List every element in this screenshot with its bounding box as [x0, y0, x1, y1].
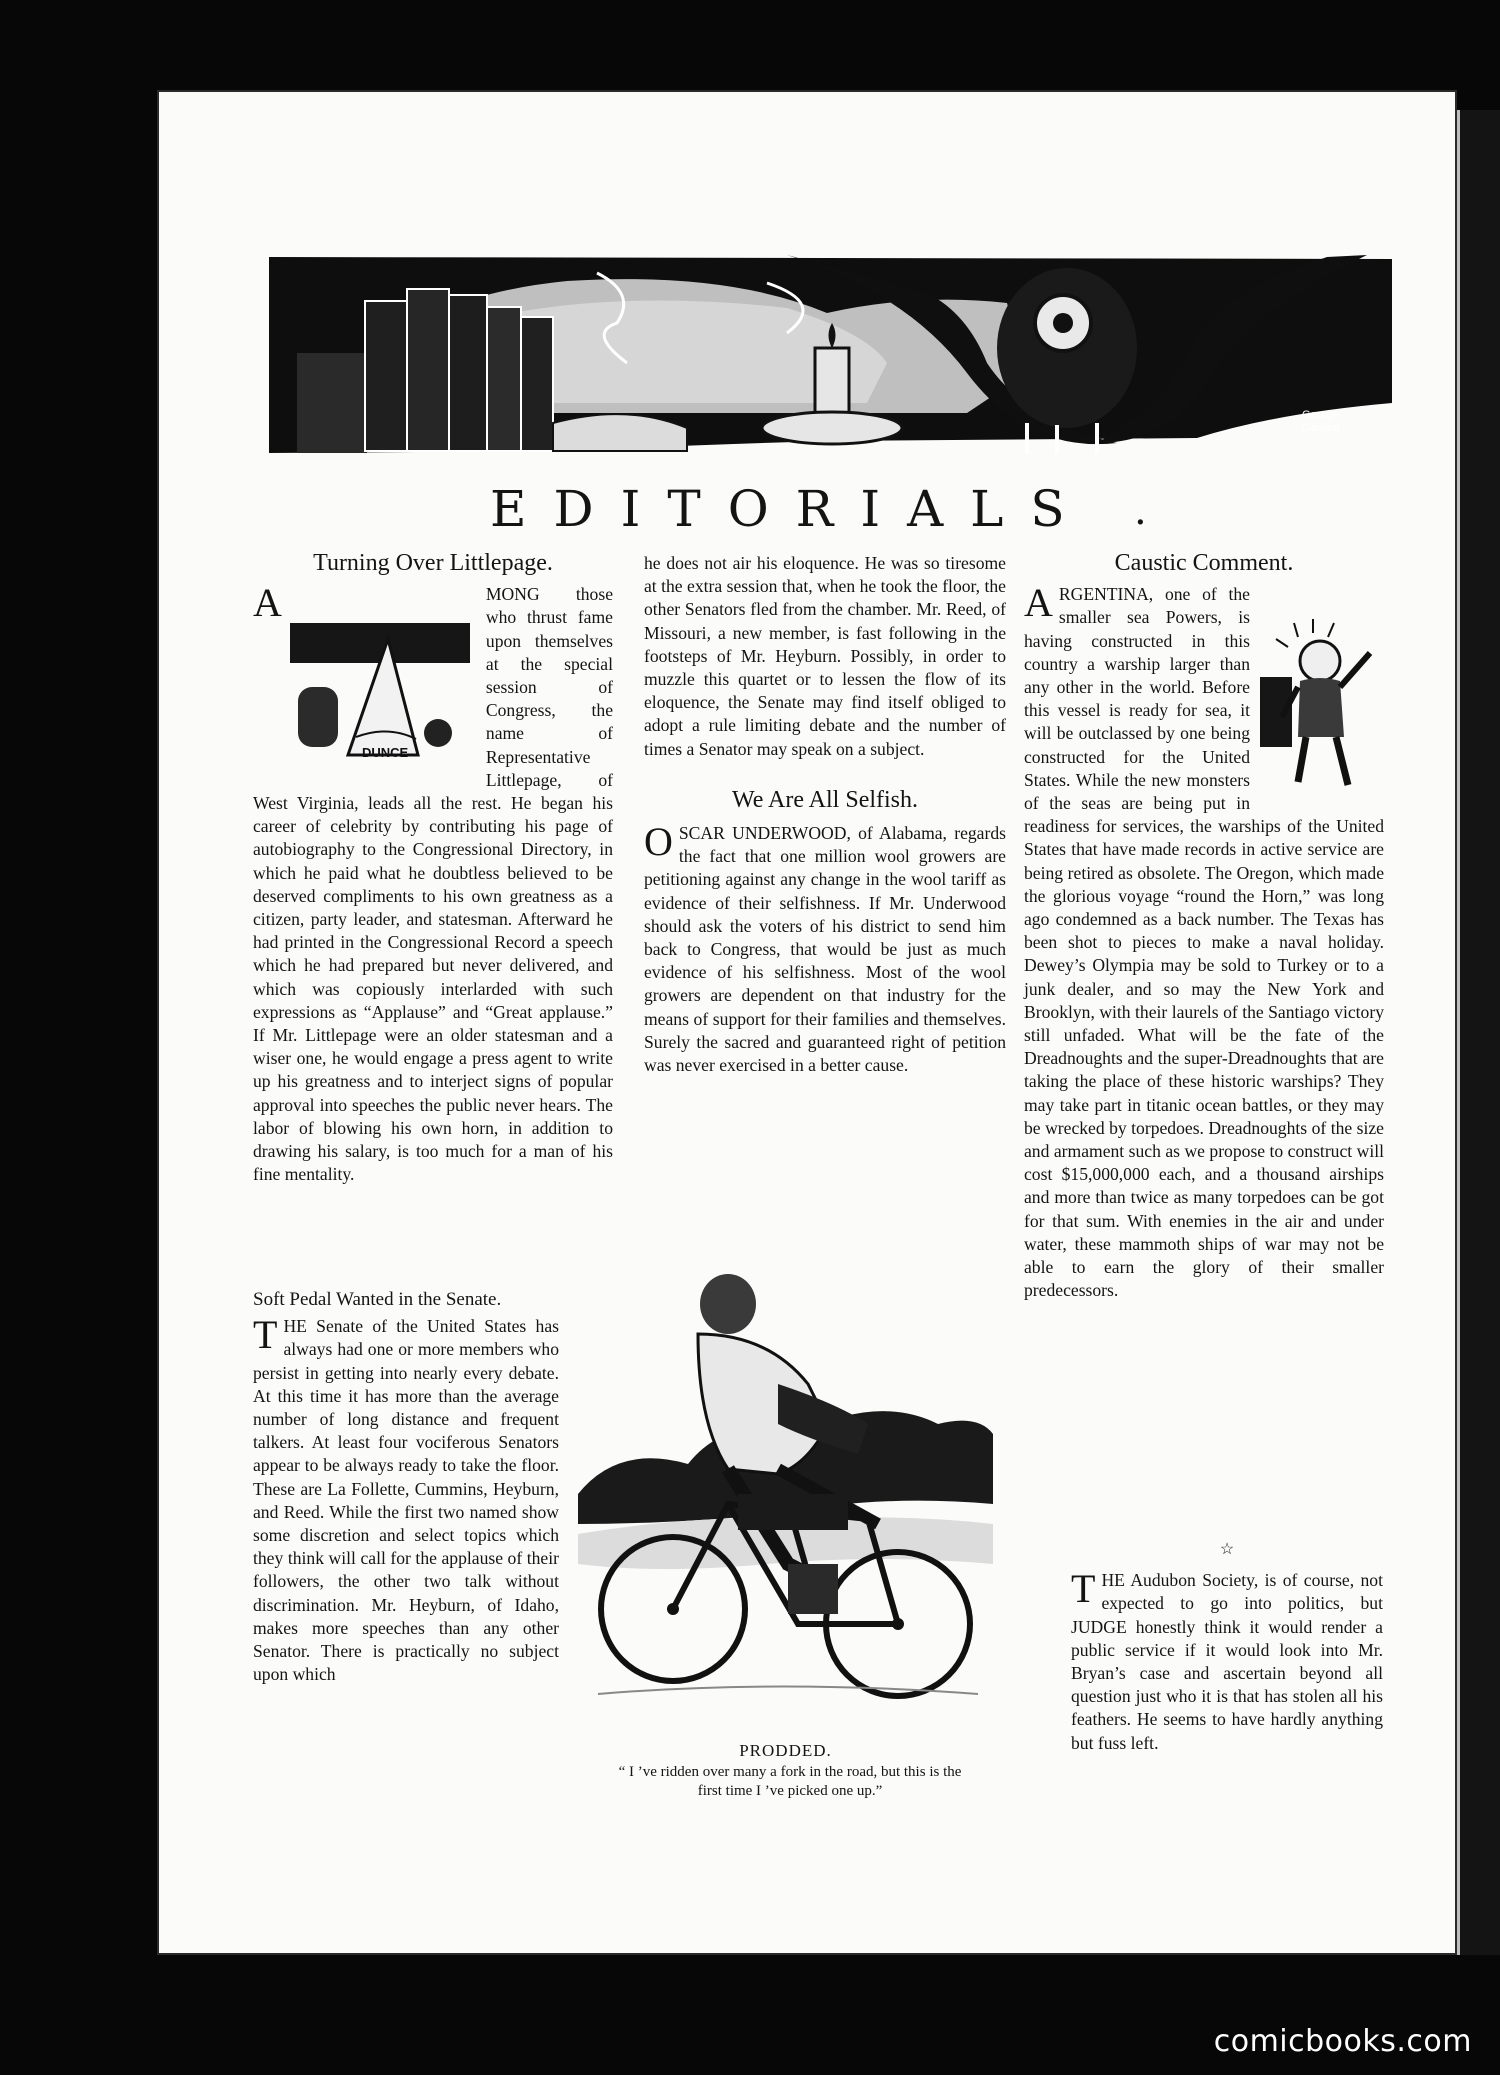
- soft-pedal-body: HE Senate of the United States has always had one or more members who persist in getting into nearly every debate. At this time it has more than the average number of long distance and frequent talkers. At least four vociferous Senators appear to be always ready to take the floor. These are La Follette, Cummins, Heyburn, and Reed. While the first two named show some discretion and select topics which they think will call for the applause of their followers, the other two talk without discrimination. Mr. Heyburn, of Idaho, makes more speeches than any other Senator. There is practically no subject upon which: [253, 1316, 559, 1685]
- star-separator: ☆: [1219, 1541, 1235, 1558]
- watermark: comicbooks.com: [1213, 2024, 1472, 2059]
- column-left: [253, 552, 613, 1186]
- cheering-man-cartoon: [1258, 617, 1384, 797]
- svg-text:DUNCE: DUNCE: [361, 745, 409, 761]
- heading-littlepage: Turning Over Littlepage.: [313, 550, 553, 576]
- dunce-cap-cartoon: [288, 617, 476, 767]
- heading-caustic: Caustic Comment.: [1114, 550, 1294, 576]
- heading-selfish: We Are All Selfish.: [731, 786, 919, 813]
- heading-soft-pedal: Soft Pedal Wanted in the Senate.: [253, 1289, 502, 1310]
- column-left-lower: [253, 1288, 559, 1686]
- dunce-cap-icon: [288, 617, 476, 767]
- dropcap-o: O: [644, 819, 673, 865]
- masthead-illustration: [267, 253, 1392, 465]
- soft-pedal-continuation: he does not air his eloquence. He was so tiresome at the extra session that, when he took the floor, the other Senators fled from the chamber. Mr. Reed, of Missouri, a new member, is fast following in the footsteps of Mr. Heyburn. Possibly, in order to muzzle this quartet or to lessen the flow of its eloquence, the Senate may find itself obliged to adopt a rule limiting debate and the number of times a Senator may speak on a subject.: [644, 553, 1006, 759]
- column-right-lower: [1071, 1538, 1383, 1755]
- dropcap-t2: T: [1071, 1566, 1096, 1612]
- caustic-body: RGENTINA, one of the smaller sea Powers, is having constructed in this country a warship larger than any other in the world. Before this vessel is ready for sea, it will be outclassed by one being constructed for the United States. While the new monsters of the seas are being put in readiness for services, the warships of the United States that have made records in active service are being retired as obsolete. The Oregon, which made the glorious voyage “round the Horn,” was long ago condemned as a back number. The Texas has been shot to pieces to make a naval holiday. Dewey’s Olympia may be sold to Turkey or to a junk dealer, and so may the New York and Brooklyn, with their laurels of the Santiago victory still unfaded. What will be the fate of the Dreadnoughts and the super-Dreadnoughts that are taking the place of these historic warships? They may take part in titanic ocean battles, or they may be wrecked by torpedoes. Dreadnoughts of the size and armament such as we propose to construct will cost $15,000,000 each, and a thousand airships and more than twice as many torpedoes can be got for that sum. With enemies in the air and under water, these mammoth ships of war may not be able to earn the glory of their smaller predecessors.: [1024, 584, 1384, 1301]
- cheering-man-icon: [1258, 617, 1384, 797]
- title-period: .: [1134, 488, 1147, 534]
- dropcap-a2: A: [1024, 580, 1053, 626]
- selfish-body: SCAR UNDERWOOD, of Alabama, regards the fact that one million wool growers are petitioning against any change in the wool tariff as evidence of their selfishness. If Mr. Underwood should ask the voters of his district to send him back to Congress, that would be just as much evidence of his selfishness. Most of the wool growers are dependent on that industry for the means of support for their families and themselves. Surely the sacred and guaranteed right of petition was never exercised in a better cause.: [644, 823, 1006, 1076]
- page-title: EDITORIALS: [490, 480, 1092, 538]
- dropcap-t: T: [253, 1312, 278, 1358]
- dropcap-a: A: [253, 580, 282, 626]
- littlepage-body: MONG those who thrust fame upon themselves at the special session of Congress, the name of Representative Littlepage, of West Virginia, leads all the rest. He began his career of celebrity by contributing his page of autobiography to the Congressional Directory, in which he paid what he doubtless believed to be deserved compliments to his own greatness as a citizen, party leader, and statesman. Afterward he had printed in the Congressional Record a speech which he had prepared but never delivered, and which was copiously interlarded with such expressions as “Applause” and “Great applause.” If Mr. Littlepage were an older statesman and a wiser one, he would engage a press agent to write up his greatness and to interject signs of popular approval into speeches the public never hears. The labor of blowing his own horn, in addition to drawing his salary, is too much for a man of his fine mentality.: [253, 584, 613, 1185]
- artist-signature-line2: Carlson: [1302, 422, 1340, 434]
- illustration-caption: “ I ’ve ridden over many a fork in the road, but this is the first time I ’ve picked one up.”: [618, 1764, 962, 1799]
- illustration-title: PRODDED.: [739, 1741, 832, 1760]
- column-right: [1024, 552, 1384, 1303]
- prodded-illustration: [578, 1264, 993, 1739]
- audubon-body: HE Audubon Society, is of course, not expected to go into politics, but JUDGE honestly think it would render a public service if it would look into Mr. Bryan’s case and ascertain beyond all question just who it is that has stolen all his feathers. He seems to have hardly anything but fuss left.: [1071, 1570, 1383, 1753]
- artist-signature: George: [1302, 409, 1339, 421]
- column-middle: [644, 552, 1006, 1077]
